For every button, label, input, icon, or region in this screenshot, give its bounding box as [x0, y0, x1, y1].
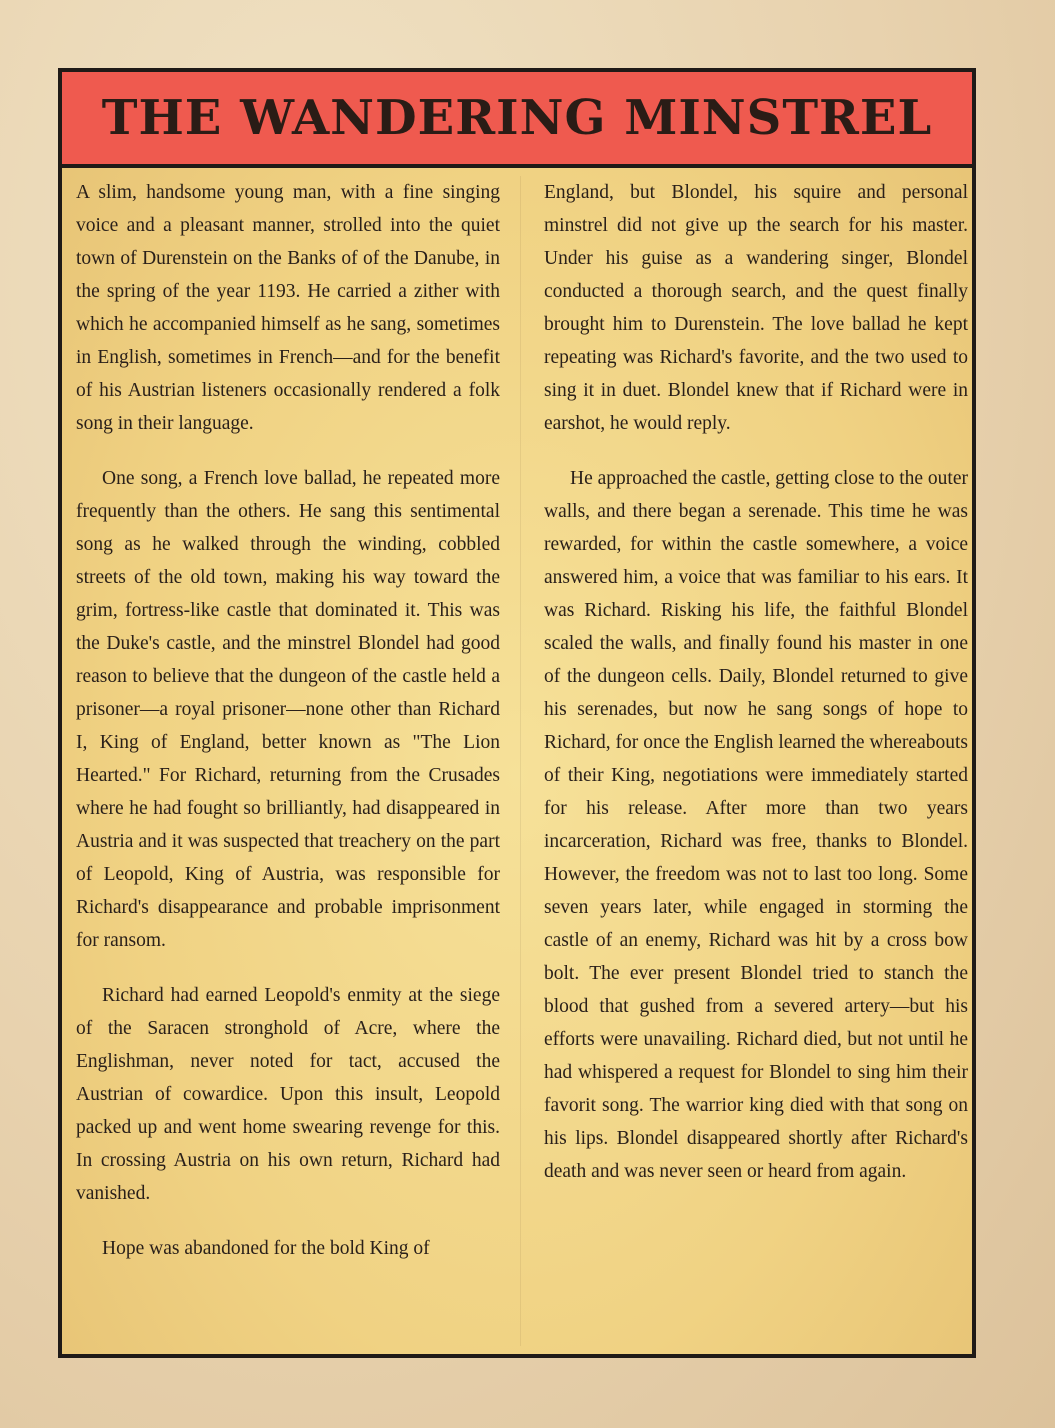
paragraph-left-1: A slim, handsome young man, with a fine singing voice and a pleasant manner, strolled into the quiet town of Durenstein on the Banks of of the Danube, in the spring of the year 1193. He carried a zither with which he accompanied himself as he sang, sometimes in English, sometimes in French—and for the benefit of his Austrian listeners occasionally rendered a folk song in their language.: [76, 182, 500, 434]
left-column: [76, 176, 500, 1287]
paragraph-left-3: Richard had earned Leopold's enmity at the siege of the Saracen stronghold of Acre, where the Englishman, never noted for tact, accused the Austrian of cowardice. Upon this insult, Leopold packed up and went home swearing revenge for this. In crossing Austria on his own return, Richard had vanished.: [76, 985, 500, 1204]
column-gutter: [520, 176, 521, 1346]
paragraph-left-4: Hope was abandoned for the bold King of: [102, 1238, 430, 1259]
paragraph-right-1: England, but Blondel, his squire and personal minstrel did not give up the search for his master. Under his guise as a wandering singer, Blondel conducted a thorough search, and the quest finally brought him to Durenstein. The love ballad he kept repeating was Richard's favorite, and the two used to sing it in duet. Blondel knew that if Richard were in earshot, he would reply.: [544, 182, 968, 434]
title-banner: [62, 72, 972, 168]
article-title: THE WANDERING MINSTREL: [101, 90, 933, 146]
article-panel: [58, 68, 976, 1358]
right-column: [544, 176, 968, 1210]
paragraph-right-2: He approached the castle, getting close to the outer walls, and there began a serenade. This time he was rewarded, for within the castle somewhere, a voice answered him, a voice that was familiar to his ears. It was Richard. Risking his life, the faithful Blondel scaled the walls, and finally found his master in one of the dungeon cells. Daily, Blondel returned to give his serenades, but now he sang songs of hope to Richard, for once the English learned the whereabouts of their King, negotiations were immediately started for his release. After more than two years incarceration, Richard was free, thanks to Blondel. However, the freedom was not to last too long. Some seven years later, while engaged in storming the castle of an enemy, Richard was hit by a cross bow bolt. The ever present Blondel tried to stanch the blood that gushed from a severed artery—but his efforts were unavailing. Richard died, but not until he had whispered a request for Blondel to sing him their favorit song. The warrior king died with that song on his lips. Blondel disappeared shortly after Richard's death and was never seen or heard from again.: [544, 468, 968, 1182]
paragraph-left-2: One song, a French love ballad, he repeated more frequently than the others. He sang this sentimental song as he walked through the winding, cobbled streets of the old town, making his way toward the grim, fortress-like castle that dominated it. This was the Duke's castle, and the minstrel Blondel had good reason to believe that the dungeon of the castle held a prisoner—a royal prisoner—none other than Richard I, King of England, better known as "The Lion Hearted." For Richard, returning from the Crusades where he had fought so brilliantly, had disappeared in Austria and it was suspected that treachery on the part of Leopold, King of Austria, was responsible for Richard's disappearance and probable imprisonment for ransom.: [76, 468, 500, 951]
